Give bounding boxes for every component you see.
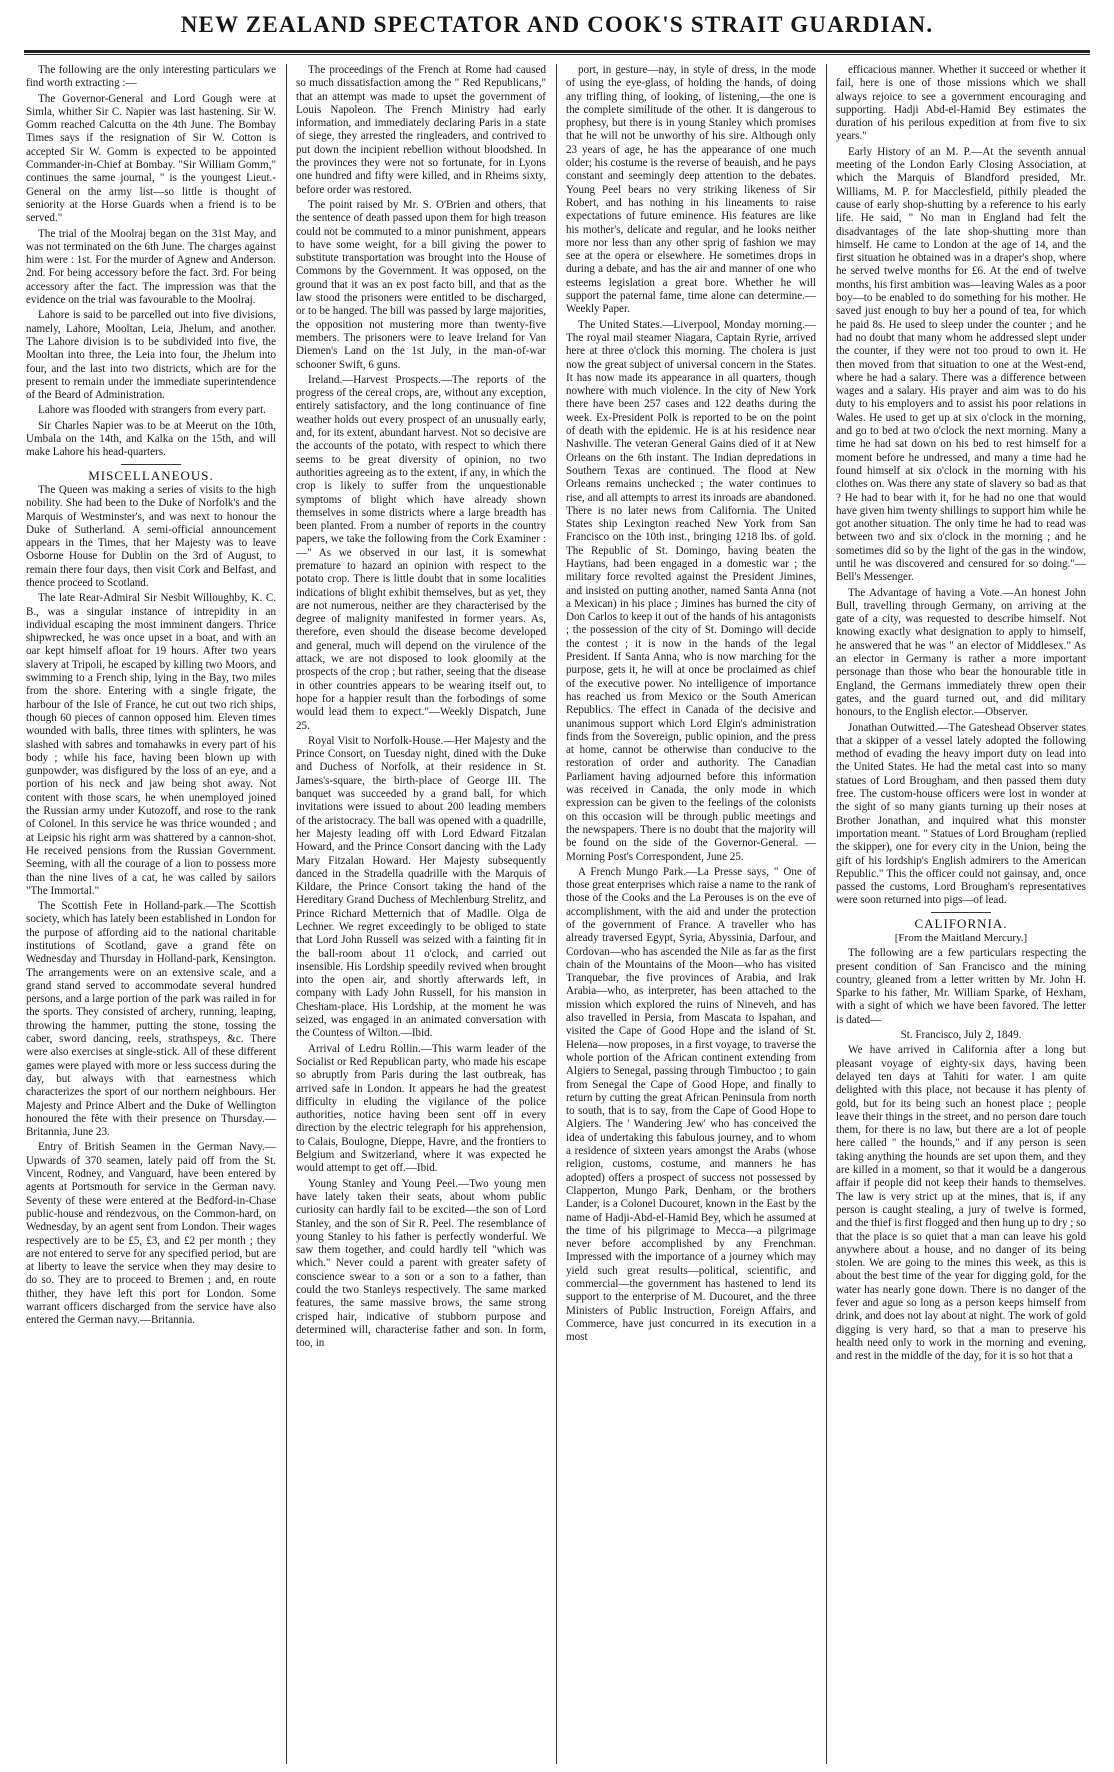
paragraph: The following are the only interesting particulars we find worth extracting :— <box>26 64 276 90</box>
section-heading-miscellaneous: MISCELLANEOUS. <box>88 467 214 483</box>
newspaper-columns <box>26 64 1088 1764</box>
paragraph: Arrival of Ledru Rollin.—This warm leader of the Socialist or Red Republican party, who made his escape so abruptly from Paris during the last outbreak, has arrived safe in London. It appears he had the greatest difficulty in eluding the vigilance of the police authorities, notice having been sent off in every direction by the electric telegraph for his apprehension, to Calais, Boulogne, Dieppe, Havre, and the frontiers to Belgium and Switzerland, where it was expected he would attempt to get off.—Ibid. <box>296 1042 546 1175</box>
section-heading-california: CALIFORNIA. <box>914 915 1008 931</box>
paragraph: port, in gesture—nay, in style of dress, in the mode of using the eye-glass, of holding the hands, of doing any trifling thing, of looking, of listening,—the one is the complete similitude of the other. It is dangerous to prophesy, but there is in young Stanley which promises that he will not be unworthy of his sire. Although only 23 years of age, he has the appearance of one much older; his costume is the reverse of beauish, and he pays constant and seemingly deep attention to the debates. Young Peel bears no very striking likeness of Sir Robert, and has nothing in his lineaments to raise expectations of future eminence. His features are like his mother's, delicate and regular, and he looks neither more nor less than any other sprig of fashion we may see at the opera or elsewhere. He sometimes drops in during a debate, and has the air and manner of one who esteems legislation a great bore. Whether he will support the paternal fame, time alone can determine.—Weekly Paper. <box>566 64 816 316</box>
paragraph: The proceedings of the French at Rome had caused so much dissatisfaction among the " Red Republicans," that an attempt was made to upset the government of Louis Napoleon. The French Ministry had early information, and immediately declaring Paris in a state of siege, they arrested the ringleaders, and contrived to put down the incipient rebellion without bloodshed. In the provinces they were not so fortunate, for in Lyons one hundred and fifty were killed, and in Rheims sixty, before order was restored. <box>296 64 546 196</box>
paragraph: A French Mungo Park.—La Presse says, " One of those great enterprises which raise a name to the rank of those of the Cooks and the La Perouses is on the eve of accomplishment, with the aid and under the protection of the government of France. A traveller who has already traversed Egypt, Syria, Abyssinia, Darfour, and Cordovan—who has ascended the Nile as far as the first chain of the Mountains of the Moon—who has visited Tranquebar, the five provinces of Arabia, and Irak Arabia—who, as interpreter, has been attached to the mission which explored the ruins of Nineveh, and has also travelled in Persia, from Mascata to Ispahan, and visited the Cape of Good Hope and the island of St. Helena—now proposes, in a first voyage, to traverse the whole portion of the African continent extending from Algiers to Senegal, passing through Timbuctoo ; to gain from Senegal the Cape of Good Hope, and finally to return by cutting the great African Peninsula from north to south, that is to say, from the Cape of Good Hope to Algiers. The ' Wandering Jew' who has conceived the idea of undertaking this fabulous journey, and to whom a residence of sixteen years amongst the Arabs (whose religion, customs, costume, and manners he has adopted) offers a prospect of success not possessed by Clapperton, Mungo Park, Denham, or the brothers Lander, is a Colonel Ducouret, known in the East by the name of Hadji-Abd-el-Hamid Bey, which he assumed at the time of his pilgrimage to Mecca—a pilgrimage never before accomplished by any Frenchman. Impressed with the importance of a journey which may yield such great results—political, scientific, and commercial—the government has hastened to lend its support to the enterprise of M. Ducouret, and the three Ministers of Public Instruction, Foreign Affairs, and Commerce, have just concurred in its execution in a most <box>566 865 816 1344</box>
paragraph: The late Rear-Admiral Sir Nesbit Willoughby, K. C. B., was a singular instance of intrepidity in an individual escaping the most imminent dangers. Thrice shipwrecked, he was once upset in a boat, and with an oar kept himself afloat for 19 hours. After two years slavery at Tripoli, he escaped by killing two Moors, and swimming to a French ship, lying in the Bay, two miles from the shore. Entering with a single frigate, the harbour of the Isle of France, he cut out two rich ships, though 60 pieces of cannon opposed him. Eleven times wounded with balls, three times with splinters, he was slashed with sabres and tomahawks in every part of his body ; while his face, having been blown up with gunpowder, was disfigured by the loss of an eye, and a portion of his neck and jaw being shot away. Not content with those scars, he when unemployed joined the Russian army under Kutozoff, and rose to the rank of Colonel. In this service he was thrice wounded ; and at Leipsic his right arm was shattered by a cannon-shot. He received pensions from the Russian Government. Seeming, with all the courage of a lion to possess more than the nine lives of a cat, he was called by sailors "The Immortal." <box>26 592 276 897</box>
paragraph: Entry of British Seamen in the German Navy.—Upwards of 370 seamen, lately paid off from the St. Vincent, Rodney, and Vanguard, have been entered by agents at Portsmouth for service in the German navy. Seventy of these were entered at the Bedford-in-Chase public-house and rendezvous, on the Common-hard, on Wednesday, by an agent sent from London. Their wages respectively are to be £5, £3, and £2 per month ; they are not entered to serve for any specified period, but are at liberty to leave the service when they may desire to do so. They are to proceed to Bremen ; and, en route thither, they have left this port for London. Some warrant officers discharged from the service have also entered the German navy.—Britannia. <box>26 1141 276 1327</box>
section-rule <box>931 912 991 913</box>
column-1 <box>26 64 276 1764</box>
paragraph: Ireland.—Harvest Prospects.—The reports of the progress of the cereal crops, are, without any exception, entirely satisfactory, and the long continuance of fine weather holds out every prospect of an unusually early, and, for its extent, abundant harvest. Not so decisive are the accounts of the potato, with respect to which there seems to be great diversity of opinion, no two authorities agreeing as to the extent, if any, in which the crop is likely to suffer from the unquestionable symptoms of blight which have already shown themselves in some districts where a large breadth has been planted. From a number of reports in the country papers, we take the following from the Cork Examiner :—" As we observed in our last, it is somewhat premature to hazard an opinion with respect to the potato crop. There is little doubt that in some localities indications of blight exhibit themselves, but as yet, they are not numerous, neither are they characterised by the degree of malignity manifested in former years. As, therefore, even should the disease become developed and general, much will depend on the virulence of the attack, we are not disposed to look gloomily at the prospects of the crop ; but rather, seeing that the disease in other countries appears to be wearing itself out, to hope for a happier result than the forbodings of some would lead them to expect."—Weekly Dispatch, June 25. <box>296 373 546 732</box>
paragraph: Sir Charles Napier was to be at Meerut on the 10th, Umbala on the 14th, and Kalka on the 15th, and will make Lahore his head-quarters. <box>26 419 276 459</box>
paragraph: Royal Visit to Norfolk-House.—Her Majesty and the Prince Consort, on Tuesday night, dined with the Duke and Duchess of Norfolk, at their residence in St. James's-square, the birth-place of George III. The banquet was succeeded by a grand ball, for which invitations were issued to about 200 leading members of the aristocracy. The ball was opened with a quadrille, her Majesty leading off with Lord Edward Fitzalan Howard, and the Prince Consort dancing with the Lady Mary Fitzalan Howard. Her Majesty subsequently danced in the Stradella quadrille with the Marquis of Kildare, the Prince Consort taking the hand of the Hereditary Grand Duchess of Mechlenburg Strelitz, and Prince Richard Metternich that of Madlle. Olga de Lechner. We regret exceedingly to be obliged to state that Lord John Russell was seized with a fainting fit in the ball-room about 11 o'clock, and carried out insensible. His Lordship speedily revived when brought into the open air, and shortly afterwards left, in company with Lady John Russell, for his mansion in Chesham-place. His Lordship, at the moment he was seized, was engaged in an animated conversation with the Countess of Wilton.—Ibid. <box>296 734 546 1040</box>
paragraph: Lahore is said to be parcelled out into five divisions, namely, Lahore, Mooltan, Leia, Jhelum, and another. The Lahore division is to be subdivided into five, the Mooltan into three, the Leia into four, the Jhelum into four, and the last into two districts, which are for the present to remain under the immediate superintendence of the Beard of Administration. <box>26 309 276 402</box>
paragraph: efficacious manner. Whether it succeed or whether it fail, here is one of those missions which we shall always rejoice to see a government encouraging and supporting. Hadji Abd-el-Hamid Bey estimates the duration of his perilous expedition at from five to six years." <box>836 64 1086 143</box>
masthead-rule <box>24 50 1090 53</box>
paragraph: The Scottish Fete in Holland-park.—The Scottish society, which has lately been established in London for the purpose of affording aid to the national charitable institutions of Scotland, gave a grand fête on Wednesday and Thursday in Holland-park, Kensington. The arrangements were on an extensive scale, and a grand stand served to accommodate several hundred persons, and a large portion of the park was railed in for the sports. They consisted of archery, running, leaping, throwing the hammer, putting the stone, tossing the caber, sword dancing, reels, strathspeys, &c. There were also exercises at single-stick. All of these different games were played with more or less success during the day, but always with that earnestness which characterizes the sport of our northern neighbours. Her Majesty and Prince Albert and the Duke of Wellington honoured the fête with their presence on Thursday.—Britannia, June 23. <box>26 900 276 1139</box>
paragraph: The following are a few particulars respecting the present condition of San Francisco and the mining country, gleaned from a letter written by Mr. John H. Sparke to his father, Mr. William Sparke, of Hexham, with a sight of which we have been favored. The letter is dated— <box>836 947 1086 1026</box>
paragraph: The point raised by Mr. S. O'Brien and others, that the sentence of death passed upon them for high treason could not be commuted to a minor punishment, appears to have some weight, for a bill giving the power to substitute transportation was brought into the House of Commons by the Government. It was opposed, on the ground that it was an ex post facto bill, and that as the law stood the prisoners were entitled to be discharged, or to be hanged. The bill was passed by large majorities, the opposition not mustering more than twenty-five members. The prisoners were to leave Ireland for Van Diemen's Land on the 1st July, in the man-of-war schooner Swift, 6 guns. <box>296 198 546 371</box>
paragraph: Jonathan Outwitted.—The Gateshead Observer states that a skipper of a vessel lately adopted the following method of evading the heavy import duty on lead into the United States. He had the metal cast into so many statues of Lord Brougham, and then passed them duty free. The custom-house officers were lost in wonder at the sight of so many giants turning up their noses at Brother Jonathan, and inquired what this monster importation meant. " Statues of Lord Brougham (replied the skipper), one for every city in the Union, being the gift of his lordship's English admirers to the American Republic." This the officer could not gainsay, and, once passed the customs, Lord Brougham's representatives were soon returned into pigs—of lead. <box>836 721 1086 907</box>
letter-date: St. Francisco, July 2, 1849. <box>900 1029 1022 1042</box>
paragraph: The Advantage of having a Vote.—An honest John Bull, travelling through Germany, on arriving at the gate of a city, was requested to describe himself. Not knowing exactly what designation to apply to himself, he answered that he was " an elector of Middlesex." As an elector in Germany is rather a more important personage than those who bear the honourable title in England, the Germans immediately threw open their gates, and the guard turned out, and did military honours, to the English elector.—Observer. <box>836 586 1086 719</box>
column-2 <box>296 64 546 1764</box>
source-credit: [From the Maitland Mercury.] <box>894 932 1028 944</box>
section-rule <box>121 464 181 465</box>
column-3 <box>566 64 816 1764</box>
paragraph: We have arrived in California after a long but pleasant voyage of eighty-six days, having been delayed ten days at Tahiti for water. I am quite delighted with this place, not because it has plenty of gold, but for its being such an honest place ; people leave their things in the street, and no person dare touch them, for there is no law, but there are a lot of people here called " the hounds," and if any person is seen taking anything the hounds are set upon them, and they are killed in a moment, so that it would be a dangerous affair if people did not keep their hands to themselves. The law is very strict up at the mines, that is, if any person is caught stealing, a jury of twelve is formed, and the thief is first flogged and then hung up to dry ; so that the place is so quiet that a man can leave his gold anywhere about a house, and no danger of its being stolen. We are going to the mines this week, as this is about the best time of the year for digging gold, for the water has nearly gone down. There is no danger of the fever and ague so long as a person keeps himself from drink, and does not lay about at night. The work of gold digging is very hard, so that a man to preserve his health need only to work in the morning and evening, and rest in the middle of the day, for it is so hot that a <box>836 1044 1086 1363</box>
paragraph: Lahore was flooded with strangers from every part. <box>38 404 266 417</box>
paragraph: Early History of an M. P.—At the seventh annual meeting of the London Early Closing Association, at which the Marquis of Blandford presided, Mr. Williams, M. P. for Macclesfield, pithily pleaded the cause of early shop-shutting by a reference to his early life. He said, " No man in England had felt the disadvantages of the late shop-shutting more than himself. He came to London at the age of 14, and the first situation he obtained was in a draper's shop, where he served twelve months for £6. At the end of twelve months, his first ambition was—leaving Wales as a poor boy—to be enabled to do something for his mother. He saved just enough to buy her a pound of tea, for which he paid 8s. He used to sleep under the counter ; and he had no doubt that many whom he addressed slept under the counter, if they were not too proud to own it. He then moved from that situation to one at the West-end, where he had a salary. There was a difference between wages and a salary. His prayer and aim was to do his duty to his employers and to assist his poor relations in Wales. He used to get up at six o'clock in the morning, and go to bed at two o'clock the next morning. Many a time he had sat down on his bed to rest himself for a moment before he undressed, and many a time had he found himself at six o'clock in the morning with his clothes on. Was there any state of slavery so bad as that ? He had to bear with it, for he had no one that would have given him twenty shillings to support him while he got another situation. The only time he had to read was between two and six o'clock in the morning ; and he sometimes did so by the light of the gas in the window, until he was discovered and censured for so doing."—Bell's Messenger. <box>836 145 1086 584</box>
masthead-rule-thin <box>24 54 1090 55</box>
paragraph: The trial of the Moolraj began on the 31st May, and was not terminated on the 6th June. The charges against him were : 1st. For the murder of Agnew and Anderson. 2nd. For being accessory before the fact. 3rd. For being accessory after the fact. The impression was that the evidence on the trial was favourable to the Moolraj. <box>26 227 276 307</box>
paragraph: The Governor-General and Lord Gough were at Simla, whither Sir C. Napier was last hastening. Sir W. Gomm reached Calcutta on the 4th June. The Bombay Times says if the resignation of Sir W. Cotton is accepted Sir W. Gomm is expected to be appointed Commander-in-Chief at Bombay. "Sir William Gomm," continues the same journal, " is the youngest Lieut.-General on the army list—so little is thought of seniority at the Horse Guards when a friend is to be served." <box>26 92 276 225</box>
paragraph: Young Stanley and Young Peel.—Two young men have lately taken their seats, about whom public curiosity can hardly fail to be excited—the son of Lord Stanley, and the son of Sir R. Peel. The resemblance of young Stanley to his father is perfectly wonderful. We saw them together, and could hardly tell "which was which." Never could a parent with greater safety of conscience swear to a son or a son to a father, than could the two Stanleys respectively. The same marked features, the same massive brows, the same strong crisped hair, indicative of stubborn purpose and determined will, characterise father and son. In form, too, in <box>296 1177 546 1350</box>
paragraph: The United States.—Liverpool, Monday morning.—The royal mail steamer Niagara, Captain Ryrie, arrived here at three o'clock this morning. The cholera is just now the great subject of universal concern in the States. It has now made its appearance in all quarters, though nowhere with much violence. In the city of New York there have been 257 cases and 122 deaths during the week. Ex-President Polk is reported to be on the point of death with the epidemic. He is at his residence near Nashville. The veteran General Gains died of it at New Orleans on the 6th instant. The Indian depredations in Southern Texas are continued. The flood at New Orleans remains unchecked ; the water continues to rise, and all attempts to arrest its inroads are abandoned. There is no later news from California. The United States ship Lexington reached New York from San Francisco on the 10th inst., bringing 1218 lbs. of gold. The Republic of St. Domingo, having beaten the Haytians, had been engaged in a domestic war ; the military force revolted against the President Jimines, and insisted on putting another, named Santa Anna (not a Mexican) in his place ; Jimines has burned the city of Don Carlos to keep it out of the hands of his antagonists ; the possession of the city of St. Domingo will decide the contest ; it is now in the hands of the legal President. If Santa Anna, who is now marching for the purpose, gets it, he will at once be proclaimed as chief of the executive power. No intelligence of importance has reached us from Mexico or the South American Republics. The effect in Canada of the decisive and unanimous support which Lord Elgin's administration finds from the Sovereign, public opinion, and the press at home, cannot be otherwise than conducive to the restoration of order and authority. The Canadian Parliament having adjourned before this information was received in Canada, the only mode in which expression can be given to the feelings of the colonists on this occasion will be through public meetings and the newspapers. There is no doubt that the majority will be found on the side of the Governor-General. —Morning Post's Correspondent, June 25. <box>566 318 816 863</box>
paragraph: The Queen was making a series of visits to the high nobility. She had been to the Duke of Norfolk's and the Marquis of Westminster's, and was next to honour the Duke of Sutherland. A semi-official announcement appears in the Times, that her Majesty was to leave Osborne House for Dublin on the 3rd of August, to remain there four days, then visit Cork and Belfast, and thence proceed to Scotland. <box>26 483 276 589</box>
column-4 <box>836 64 1086 1764</box>
masthead: NEW ZEALAND SPECTATOR AND COOK'S STRAIT GUARDIAN. <box>180 12 934 37</box>
